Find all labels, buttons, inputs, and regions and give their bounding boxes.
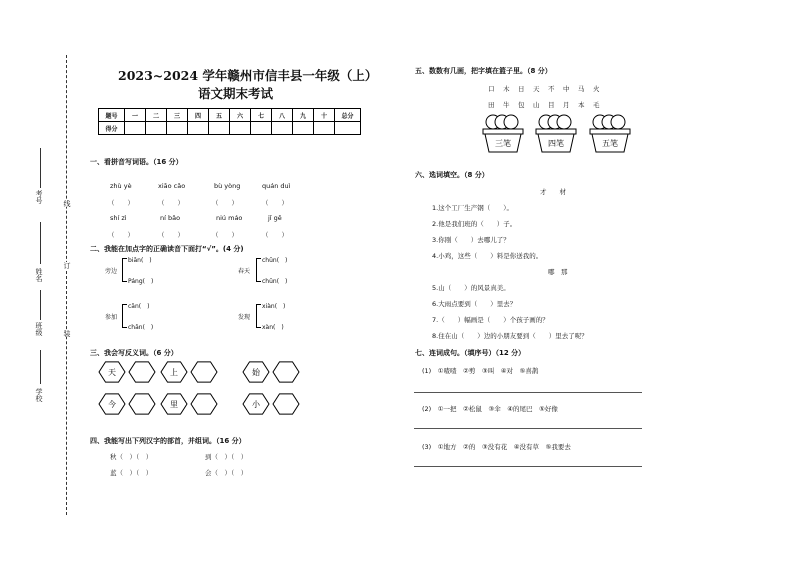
hexagon-char-label: 上: [170, 368, 178, 377]
radical-row[interactable]: 到（ ）（ ）: [205, 453, 248, 461]
pinyin-4: quán duì: [262, 182, 291, 190]
char-row-2: 田 牛 包 山 目 月 本 毛: [488, 101, 601, 109]
brace: [256, 258, 261, 282]
score-cell[interactable]: [293, 122, 314, 135]
pinyin-3: bù yòng: [214, 182, 241, 190]
word-item: 参加: [105, 314, 118, 321]
char-row-1: 口 木 日 天 不 中 马 火: [488, 85, 601, 93]
score-cell[interactable]: [314, 122, 335, 135]
pinyin-5: shí zì: [110, 214, 127, 222]
pinyin-7: niú máo: [216, 214, 243, 222]
score-header-cell: 三: [167, 109, 188, 122]
section-1-title: 一、看拼音写词语。（16 分）: [90, 158, 183, 166]
basket[interactable]: [590, 115, 630, 152]
sentence-row: (1) ①喳喳 ②剪 ③叫 ④对 ⑤喜鹊: [422, 367, 539, 375]
basket-ball: [557, 115, 571, 129]
cut-mark-line: 线: [63, 200, 71, 207]
basket[interactable]: [536, 115, 576, 152]
basket-label: 三笔: [495, 139, 511, 148]
score-cell[interactable]: [251, 122, 272, 135]
hexagon-answer[interactable]: [129, 394, 155, 414]
answer-blank[interactable]: （ ）: [262, 231, 288, 239]
pinyin-8: jǐ gē: [268, 214, 282, 222]
pinyin-option[interactable]: chūn( ): [262, 257, 288, 264]
fill-sentence[interactable]: 5.山（ ）的风景真美。: [432, 284, 510, 292]
page-title: 2023~2024 学年赣州市信丰县一年级（上）: [118, 68, 378, 83]
fill-sentence[interactable]: 3.你刚（ ）去哪儿了？: [432, 236, 510, 244]
basket-rim: [483, 129, 523, 134]
section-4-title: 四、我能写出下列汉字的部首，并组词。（16 分）: [90, 437, 246, 445]
hexagon-answer[interactable]: [273, 362, 299, 382]
sidebar-label-name: 姓名: [35, 268, 43, 282]
score-cell[interactable]: [167, 122, 188, 135]
hexagon-char-label: 今: [108, 400, 116, 409]
word-choice-2: 哪 那: [548, 268, 568, 276]
pinyin-option[interactable]: biān( ): [128, 257, 152, 264]
radical-row[interactable]: 秋（ ）（ ）: [110, 453, 153, 461]
fill-sentence[interactable]: 4.小鸡，这些（ ）料是你送我的。: [432, 252, 543, 260]
pinyin-option[interactable]: xàn( ): [262, 324, 284, 331]
score-row-label: 得分: [99, 122, 125, 135]
section-2-title: 二、我能在加点字的正确读音下面打“√”。(4 分): [90, 245, 244, 253]
pinyin-option[interactable]: xiàn( ): [262, 303, 286, 310]
fill-sentence[interactable]: 8.住在山（ ）边的小朋友要到（ ）里去了呢？: [432, 332, 588, 340]
baskets: [478, 112, 648, 162]
score-header-cell: 九: [293, 109, 314, 122]
answer-line[interactable]: [414, 428, 642, 429]
hexagon-char-label: 始: [252, 368, 260, 377]
hexagon-char-label: 小: [252, 400, 260, 409]
score-header-cell: 五: [209, 109, 230, 122]
hexagon-char-label: 天: [108, 368, 116, 377]
cut-mark-staple: 装: [63, 330, 71, 337]
word-item: 春天: [238, 268, 251, 275]
score-cell[interactable]: [188, 122, 209, 135]
pinyin-option[interactable]: chūn( ): [262, 278, 288, 285]
sidebar-label-exam-number: 考号: [35, 190, 43, 204]
cut-mark-bind: 订: [63, 262, 71, 269]
pinyin-2: xiāo cǎo: [158, 182, 186, 190]
score-cell[interactable]: [272, 122, 293, 135]
answer-line[interactable]: [414, 466, 642, 467]
page-subtitle: 语文期末考试: [198, 86, 274, 101]
answer-blank[interactable]: （ ）: [108, 199, 134, 207]
sidebar-label-school: 学校: [35, 388, 43, 402]
score-cell[interactable]: [146, 122, 167, 135]
answer-blank[interactable]: （ ）: [158, 231, 184, 239]
score-header-label: 题号: [99, 109, 125, 122]
basket-ball: [611, 115, 625, 129]
sentence-row: (3) ①地方 ②的 ③没有花 ④没有草 ⑤我要去: [422, 443, 571, 451]
score-cell[interactable]: [125, 122, 146, 135]
score-header-cell: 七: [251, 109, 272, 122]
basket-label: 四笔: [548, 139, 564, 148]
answer-blank[interactable]: （ ）: [262, 199, 288, 207]
radical-row[interactable]: 蓝（ ）（ ）: [110, 469, 153, 477]
answer-blank[interactable]: （ ）: [212, 231, 238, 239]
name-line: [40, 222, 41, 264]
word-choice-1: 才 材: [540, 188, 566, 196]
radical-row[interactable]: 会（ ）（ ）: [205, 469, 248, 477]
basket-ball: [504, 115, 518, 129]
basket-label: 五笔: [602, 139, 618, 148]
fill-sentence[interactable]: 6.大雨点要到（ ）里去？: [432, 300, 517, 308]
hexagon-answer[interactable]: [191, 362, 217, 382]
pinyin-1: zhù yè: [110, 182, 132, 190]
hexagon-answer[interactable]: [129, 362, 155, 382]
hexagon-answer[interactable]: [273, 394, 299, 414]
answer-line[interactable]: [414, 392, 642, 393]
fill-sentence[interactable]: 7.（ ）幅画是（ ）个孩子画的？: [432, 316, 549, 324]
pinyin-6: ní bǎo: [160, 214, 181, 222]
word-item: 旁边: [105, 268, 118, 275]
score-header-cell: 六: [230, 109, 251, 122]
score-table: [98, 108, 361, 135]
basket-rim: [536, 129, 576, 134]
score-header-cell: 四: [188, 109, 209, 122]
exam-number-line: [40, 148, 41, 188]
section-6-title: 六、选词填空。（8 分）: [415, 171, 489, 179]
score-header-cell: 八: [272, 109, 293, 122]
score-header-cell: 二: [146, 109, 167, 122]
answer-blank[interactable]: （ ）: [212, 199, 238, 207]
score-header-cell: 总分: [335, 109, 361, 122]
brace: [256, 304, 261, 328]
class-line: [40, 290, 41, 320]
basket[interactable]: [483, 115, 523, 152]
section-5-title: 五、数数有几画，把字填在篮子里。（8 分）: [415, 67, 552, 75]
pinyin-option[interactable]: cān( ): [128, 303, 150, 310]
sentence-row: (2) ①一把 ②松鼠 ③伞 ④的尾巴 ⑤好像: [422, 405, 558, 413]
brace: [122, 258, 127, 282]
pinyin-option[interactable]: chān( ): [128, 324, 154, 331]
hexagon-answer[interactable]: [191, 394, 217, 414]
basket-rim: [590, 129, 630, 134]
school-line: [40, 350, 41, 384]
binding-line: [66, 55, 67, 515]
pinyin-option[interactable]: Páng( ): [128, 278, 154, 285]
hexagon-char-label: 里: [170, 400, 178, 409]
answer-blank[interactable]: （ ）: [158, 199, 184, 207]
score-cell[interactable]: [209, 122, 230, 135]
section-3-title: 三、我会写反义词。（6 分）: [90, 349, 178, 357]
section-7-title: 七、连词成句。（填序号）（12 分）: [415, 349, 526, 357]
word-item: 发现: [238, 314, 251, 321]
score-header-cell: 十: [314, 109, 335, 122]
score-cell[interactable]: [335, 122, 361, 135]
brace: [122, 304, 127, 328]
sidebar-label-class: 班级: [35, 322, 43, 336]
score-header-cell: 一: [125, 109, 146, 122]
answer-blank[interactable]: （ ）: [108, 231, 134, 239]
fill-sentence[interactable]: 1.这个工厂生产钢（ ）。: [432, 204, 513, 212]
fill-sentence[interactable]: 2.他是我们班的（ ）子。: [432, 220, 517, 228]
score-cell[interactable]: [230, 122, 251, 135]
antonym-hexagons: [96, 360, 336, 420]
